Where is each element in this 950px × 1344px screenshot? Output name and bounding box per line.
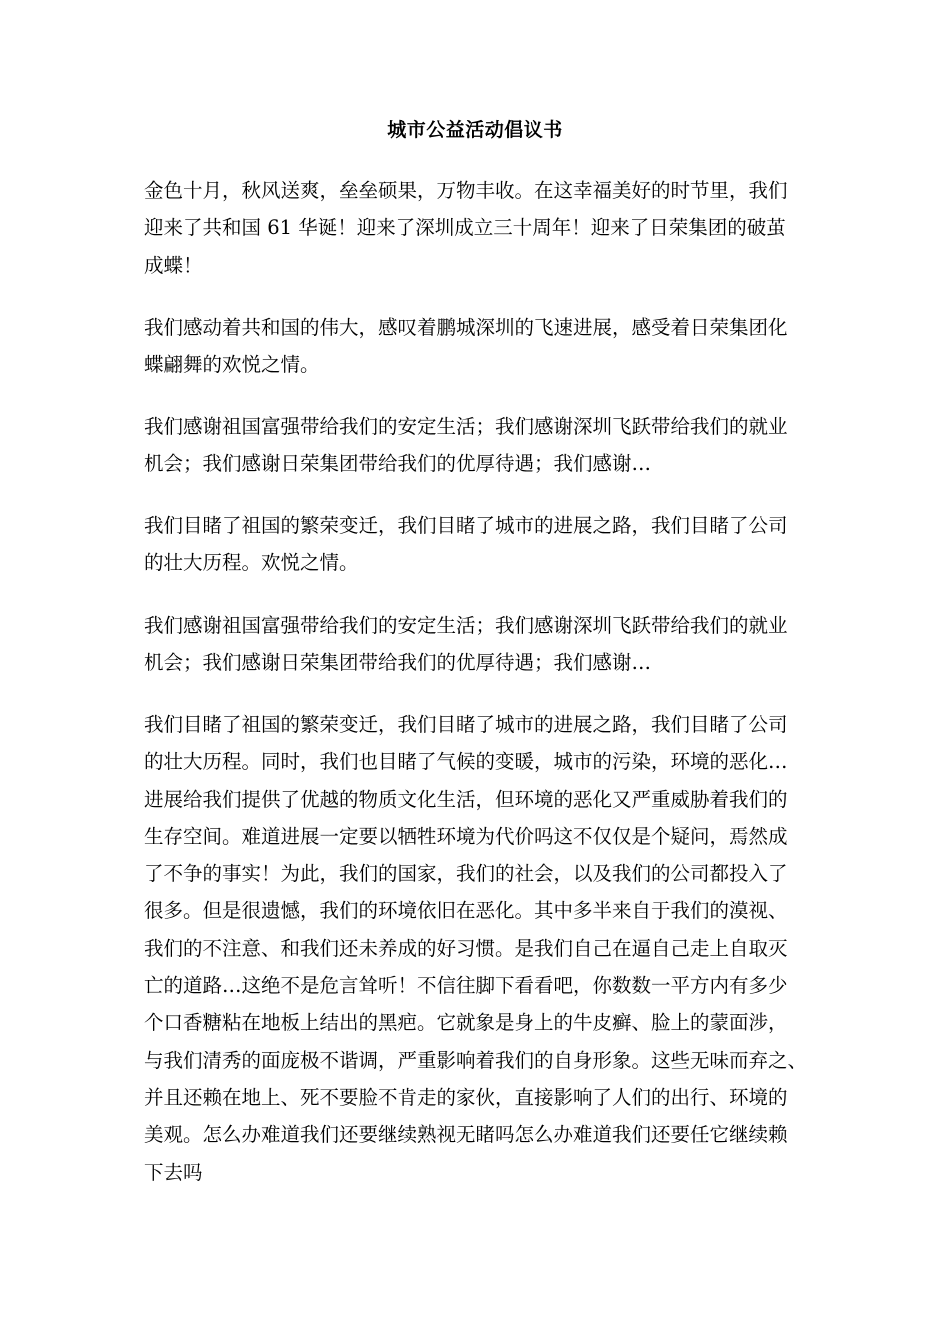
text-line: 我们目睹了祖国的繁荣变迁，我们目睹了城市的进展之路，我们目睹了公司	[144, 514, 788, 537]
text-line: 机会；我们感谢日荣集团带给我们的优厚待遇；我们感谢…	[144, 651, 652, 675]
text-line: 我们感谢祖国富强带给我们的安定生活；我们感谢深圳飞跃带给我们的就业	[144, 415, 788, 438]
paragraph-4	[144, 507, 824, 582]
text-line: 很多。但是很遗憾，我们的环境依旧在恶化。其中多半来自于我们的漠视、	[144, 899, 788, 923]
text-line: 成蝶！	[144, 253, 203, 277]
paragraph-1	[144, 172, 824, 284]
text-line: 迎来了共和国 61 华诞！迎来了深圳成立三十周年！迎来了日荣集团的破茧	[144, 216, 786, 240]
text-line: 我们感谢祖国富强带给我们的安定生活；我们感谢深圳飞跃带给我们的就业	[144, 614, 788, 637]
text-line: 金色十月，秋风送爽，垒垒硕果，万物丰收。在这幸福美好的时节里，我们	[144, 179, 788, 202]
text-line: 的壮大历程。欢悦之情。	[144, 551, 359, 575]
text-line: 机会；我们感谢日荣集团带给我们的优厚待遇；我们感谢…	[144, 452, 652, 476]
paragraph-6	[144, 706, 824, 1191]
text-line: 下去吗	[144, 1160, 203, 1184]
text-line: 美观。怎么办难道我们还要继续熟视无睹吗怎么办难道我们还要任它继续赖	[144, 1123, 788, 1147]
text-line: 并且还赖在地上、死不要脸不肯走的家伙，直接影响了人们的出行、环境的	[144, 1085, 788, 1109]
paragraph-2	[144, 309, 824, 384]
text-line: 了不争的事实！为此，我们的国家，我们的社会，以及我们的公司都投入了	[144, 862, 788, 886]
paragraph-5	[144, 607, 824, 682]
text-line: 进展给我们提供了优越的物质文化生活，但环境的恶化又严重威胁着我们的	[144, 787, 788, 811]
text-line: 生存空间。难道进展一定要以牺牲环境为代价吗这不仅仅是个疑问，焉然成	[144, 824, 788, 848]
text-line: 亡的道路…这绝不是危言耸听！不信往脚下看看吧，你数数一平方内有多少	[144, 974, 788, 998]
text-line: 蝶翩舞的欢悦之情。	[144, 353, 320, 377]
text-line: 我们目睹了祖国的繁荣变迁，我们目睹了城市的进展之路，我们目睹了公司	[144, 713, 788, 736]
text-line: 我们感动着共和国的伟大，感叹着鹏城深圳的飞速进展，感受着日荣集团化	[144, 316, 788, 339]
text-line: 与我们清秀的面庞极不谐调，严重影响着我们的自身形象。这些无味而弃之、	[144, 1048, 808, 1072]
document-title: 城市公益活动倡议书	[387, 119, 563, 141]
text-line: 个口香糖粘在地板上结出的黑疤。它就象是身上的牛皮癣、脸上的蒙面涉，	[144, 1011, 788, 1035]
paragraph-3	[144, 408, 824, 483]
text-line: 的壮大历程。同时，我们也目睹了气候的变暖，城市的污染，环境的恶化…	[144, 750, 788, 774]
text-line: 我们的不注意、和我们还未养成的好习惯。是我们自己在逼自己走上自取灭	[144, 936, 788, 960]
